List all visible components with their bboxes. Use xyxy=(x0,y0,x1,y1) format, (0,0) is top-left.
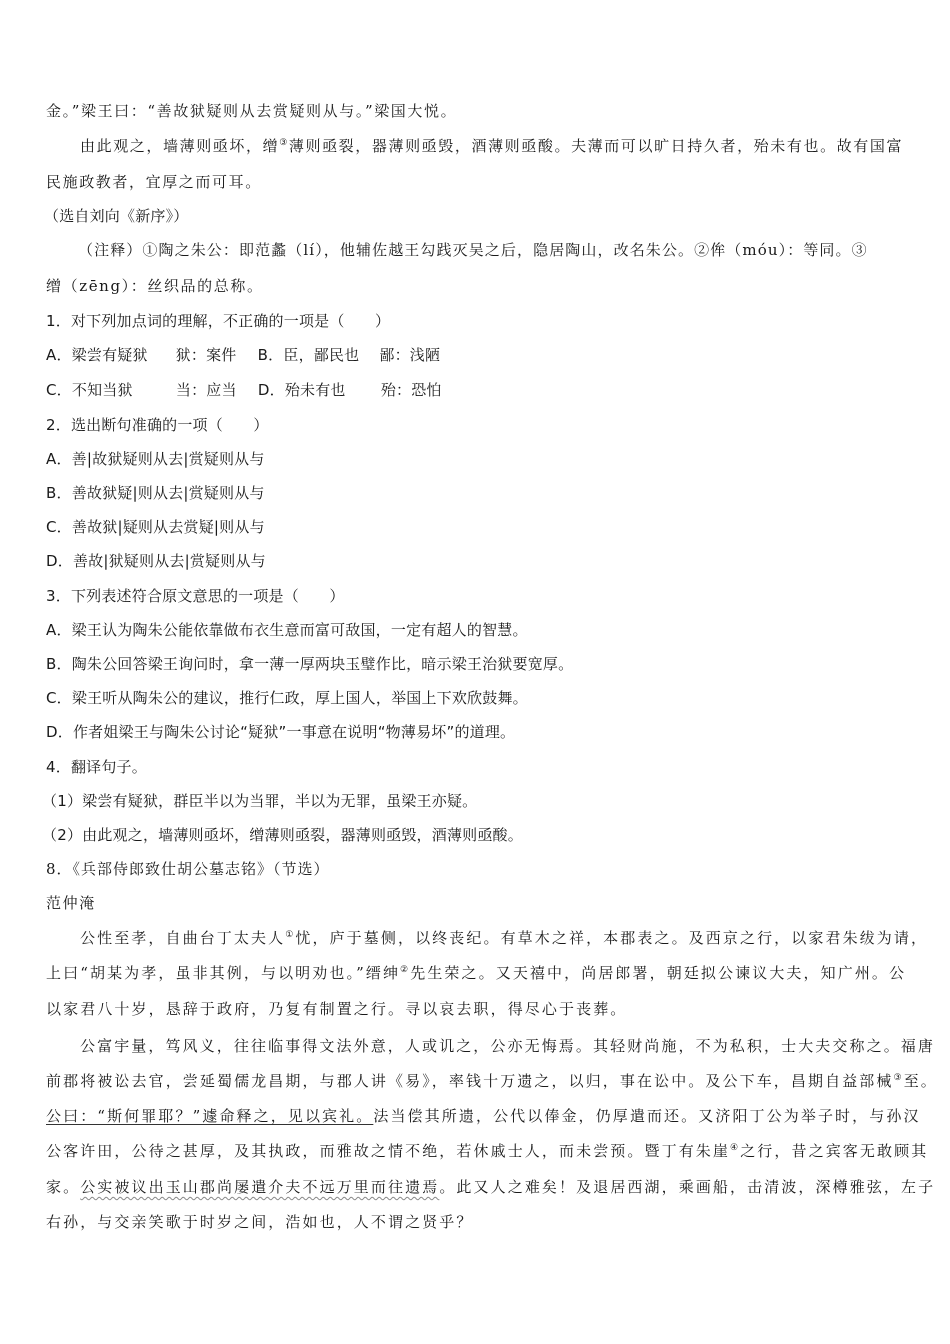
option-c-label: C． xyxy=(46,381,72,399)
option-label: B． xyxy=(46,655,72,673)
text: 薄则亟裂，器薄则亟毁，酒薄则亟酸。夫薄而可以旷日持久者，殆未有也。故有国富 xyxy=(288,137,904,155)
option-b-gloss: 鄙：浅陋 xyxy=(379,346,441,364)
question-2-option-a xyxy=(46,449,265,469)
passage1-notes-line2: 缯（zēng）：丝织品的总称。 xyxy=(46,277,264,295)
option-label: A． xyxy=(46,621,72,639)
option-b-text: 臣，鄙民也 xyxy=(283,346,360,364)
option-d-text: 殆未有也 xyxy=(284,381,346,399)
text: 家。 xyxy=(46,1178,81,1196)
question-3-option-a xyxy=(46,620,528,640)
passage1-para2-line2: 民施政教者，宜厚之而可耳。 xyxy=(46,173,262,191)
passage2-p2-line4 xyxy=(46,1141,928,1161)
option-text: 善故狱|疑则从去赏疑|则从与 xyxy=(71,518,265,536)
question-2-option-d xyxy=(46,551,266,571)
wavy-underlined-sentence: 公实被议出玉山郡尚屡遣介夫不远万里而往遗焉 xyxy=(80,1178,440,1196)
passage1-para2-line1 xyxy=(80,136,903,156)
option-text: 梁王听从陶朱公的建议，推行仁政，厚上国人，举国上下欢欣鼓舞。 xyxy=(71,689,528,707)
question-3-option-c xyxy=(46,688,528,708)
question-4-item-1: （1）梁尝有疑狱，群臣半以为当罪，半以为无罪，虽梁王亦疑。 xyxy=(42,792,478,810)
text: 。此又人之难矣！及退居西湖，乘画船，击清波，深樽雅弦，左子 xyxy=(439,1178,936,1196)
question-3-option-b xyxy=(46,654,573,674)
question-1-stem: 1．对下列加点词的理解，不正确的一项是（ ） xyxy=(46,312,391,330)
passage2-p2-line5 xyxy=(46,1177,935,1197)
option-c-gloss: 当：应当 xyxy=(175,381,237,399)
text: 之行，昔之宾客无敢顾其 xyxy=(740,1142,929,1160)
passage1-source: （选自刘向《新序》） xyxy=(44,207,189,225)
footnote-marker-2: ② xyxy=(400,965,411,975)
question-1-options-row-1 xyxy=(46,345,440,365)
passage1-line1: 金。”梁王曰：“善故狱疑则从去赏疑则从与。”梁国大悦。 xyxy=(46,102,458,120)
footnote-marker-3: ③ xyxy=(279,138,289,148)
option-text: 善故狱疑|则从去|赏疑则从与 xyxy=(71,484,265,502)
option-d-gloss: 殆：恐怕 xyxy=(380,381,442,399)
option-text: 善|故狱疑则从去|赏疑则从与 xyxy=(71,450,265,468)
question-4-stem: 4．翻译句子。 xyxy=(46,758,147,776)
option-a-text: 梁尝有疑狱 xyxy=(71,346,148,364)
option-text: 陶朱公回答梁王询问时，拿一薄一厚两块玉璧作比，暗示梁王治狱要宽厚。 xyxy=(71,655,574,673)
footnote-marker-4: ④ xyxy=(730,1143,741,1153)
passage2-p1-line1 xyxy=(80,928,928,948)
question-1-options-row-2 xyxy=(46,380,442,400)
text: 由此观之，墙薄则亟坏，缯 xyxy=(80,137,280,155)
passage2-p2-line2 xyxy=(46,1071,938,1091)
footnote-marker-1: ① xyxy=(285,930,296,940)
passage2-p2-line6: 右孙，与交亲笑歌于时岁之间，浩如也，人不谓之贤乎？ xyxy=(46,1213,474,1231)
footnote-marker-3: ③ xyxy=(893,1073,904,1083)
question-2-option-b xyxy=(46,483,265,503)
passage2-title: 8．《兵部侍郎致仕胡公墓志铭》（节选） xyxy=(46,860,330,878)
option-label: D． xyxy=(46,552,73,570)
passage2-p2-line3 xyxy=(46,1106,921,1126)
option-label: D． xyxy=(46,723,73,741)
option-d-label: D． xyxy=(257,381,285,399)
passage2-p1-line3: 以家君八十岁，恳辞于政府，乃复有制置之行。寻以哀去职，得尽心于丧葬。 xyxy=(46,1000,628,1018)
text: 忧，庐于墓侧，以终丧纪。有草木之祥，本郡表之。及西京之行，以家君朱绂为请， xyxy=(295,929,929,947)
text: 至。 xyxy=(903,1072,938,1090)
question-3-option-d xyxy=(46,722,515,742)
option-a-label: A． xyxy=(46,346,72,364)
question-2-stem: 2．选出断句准确的一项（ ） xyxy=(46,416,269,434)
option-text: 梁王认为陶朱公能依靠做布衣生意而富可敌国，一定有超人的智慧。 xyxy=(71,621,528,639)
text: 前郡将被讼去官，尝延蜀儒龙昌期，与郡人讲《易》，率钱十万遗之，以归，事在讼中。及公下车，昌期自益部械 xyxy=(46,1072,894,1090)
option-label: C． xyxy=(46,518,72,536)
passage2-author: 范仲淹 xyxy=(46,894,96,912)
text: 法当偿其所遗，公代以俸金，仍厚遣而还。又济阳丁公为举子时，与孙汉 xyxy=(373,1107,921,1125)
option-label: A． xyxy=(46,450,72,468)
option-c-text: 不知当狱 xyxy=(71,381,133,399)
option-a-gloss: 狱：案件 xyxy=(175,346,237,364)
text: 公性至孝，自曲台丁太夫人 xyxy=(80,929,286,947)
question-2-option-c xyxy=(46,517,265,537)
option-text: 作者姐梁王与陶朱公讨论“疑狱”一事意在说明“物薄易坏”的道理。 xyxy=(72,723,516,741)
underlined-sentence: 公曰：“斯何罪耶？”遽命释之，见以宾礼。 xyxy=(46,1107,374,1125)
option-label: B． xyxy=(46,484,72,502)
passage2-p1-line2 xyxy=(46,963,906,983)
text: 公客许田，公待之甚厚，及其执政，而雅故之情不绝，若休戚士人，而未尝预。暨丁有朱崖 xyxy=(46,1142,731,1160)
question-4-item-2: （2）由此观之，墙薄则亟坏，缯薄则亟裂，器薄则亟毁，酒薄则亟酸。 xyxy=(42,826,523,844)
text: 上曰“胡某为孝，虽非其例，与以明劝也。”缙绅 xyxy=(46,964,401,982)
passage2-p2-line1: 公富宇量，笃风义，往往临事得文法外意，人或讥之，公亦无悔焉。其轻财尚施，不为私积，士大夫交称之。福唐 xyxy=(80,1037,936,1055)
text: 先生荣之。又天禧中，尚居郎署，朝廷拟公谏议大夫，知广州。公 xyxy=(410,964,907,982)
option-text: 善故|狱疑则从去|赏疑则从与 xyxy=(72,552,266,570)
option-label: C． xyxy=(46,689,72,707)
passage1-notes-line1: （注释）①陶之朱公：即范蠡（lí），他辅佐越王勾践灭吴之后，隐居陶山，改名朱公。②侔（móu）：等同。③ xyxy=(78,241,868,259)
question-3-stem: 3．下列表述符合原文意思的一项是（ ） xyxy=(46,587,345,605)
option-b-label: B． xyxy=(257,346,284,364)
